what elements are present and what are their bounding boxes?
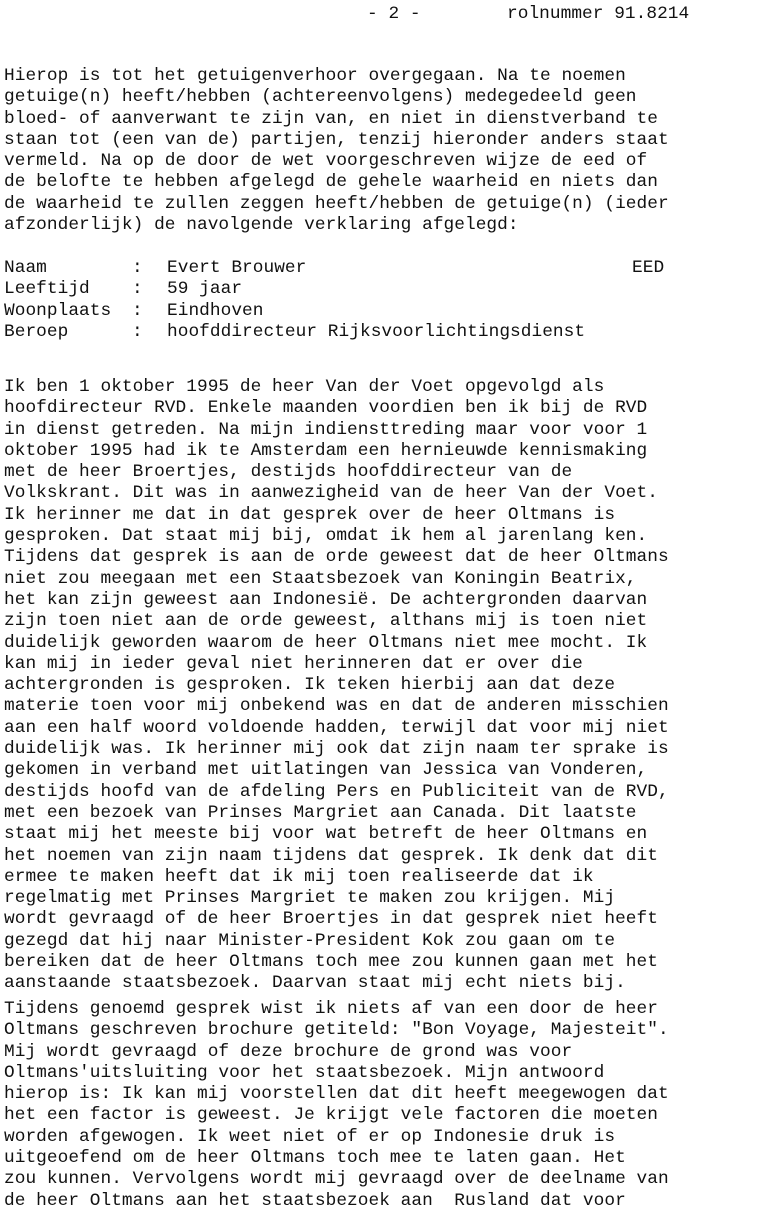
statement-line: zijn toen niet aan de orde geweest, althans mij is toen niet — [4, 611, 648, 632]
statement-line: worden afgewogen. Ik weet niet of er op Indonesie druk is — [4, 1126, 616, 1147]
statement-paragraph-1 — [4, 377, 784, 995]
profession-label: Beroep — [4, 321, 69, 342]
statement-line: het kan zijn geweest aan Indonesië. De achtergronden daarvan — [4, 589, 648, 610]
separator: : — [132, 279, 143, 300]
intro-paragraph — [4, 66, 784, 236]
statement-line: Tijdens dat gesprek is aan de orde geweest dat de heer Oltmans — [4, 547, 669, 568]
statement-line: gesproken. Dat staat mij bij, omdat ik hem al jarenlang ken. — [4, 526, 648, 547]
statement-line: destijds hoofd van de afdeling Pers en Publiciteit van de RVD, — [4, 781, 669, 802]
statement-line: oktober 1995 had ik te Amsterdam een hernieuwde kennismaking — [4, 440, 648, 461]
page-number: - 2 - — [367, 4, 421, 24]
intro-line: Hierop is tot het getuigenverhoor overgegaan. Na te noemen — [4, 66, 626, 86]
witness-details — [4, 258, 784, 343]
intro-line: getuige(n) heeft/hebben (achtereenvolgens) medegedeeld geen — [4, 87, 637, 108]
intro-line: staan tot (een van de) partijen, tenzij hieronder anders staat — [4, 129, 669, 150]
statement-line: met een bezoek van Prinses Margriet aan Canada. Dit laatste — [4, 802, 637, 823]
statement-line: ermee te maken heeft dat ik mij toen realiseerde dat ik — [4, 866, 594, 887]
statement-line: Volkskrant. Dit was in aanwezigheid van de heer Van der Voet. — [4, 483, 658, 504]
statement-line: materie toen voor mij onbekend was en dat de anderen misschien — [4, 696, 669, 717]
witness-age: 59 jaar — [167, 279, 243, 300]
statement-line: in dienst getreden. Na mijn indiensttreding maar voor voor 1 — [4, 419, 648, 440]
statement-line: duidelijk was. Ik herinner mij ook dat zijn naam ter sprake is — [4, 739, 669, 760]
page-header — [0, 4, 784, 26]
statement-line: gekomen in verband met uitlatingen van Jessica van Vonderen, — [4, 760, 648, 781]
statement-line: Oltmans'uitsluiting voor het staatsbezoek. Mijn antwoord — [4, 1062, 605, 1083]
statement-paragraph-2 — [4, 999, 784, 1212]
statement-line: wordt gevraagd of de heer Broertjes in dat gesprek niet heeft — [4, 909, 658, 930]
statement-line: gezegd dat hij naar Minister-President Kok zou gaan om te — [4, 930, 616, 951]
statement-line: Mij wordt gevraagd of deze brochure de grond was voor — [4, 1041, 573, 1062]
statement-line: hoofdirecteur RVD. Enkele maanden voordien ben ik bij de RVD — [4, 398, 648, 419]
statement-line: het een factor is geweest. Je krijgt vele factoren die moeten — [4, 1105, 658, 1126]
separator: : — [132, 258, 143, 278]
name-label: Naam — [4, 258, 47, 278]
residence-label: Woonplaats — [4, 300, 112, 321]
witness-residence: Eindhoven — [167, 300, 264, 321]
statement-line: niet zou meegaan met een Staatsbezoek van Koningin Beatrix, — [4, 568, 637, 589]
separator: : — [132, 300, 143, 321]
statement-line: zou kunnen. Vervolgens wordt mij gevraagd over de deelname van — [4, 1169, 669, 1190]
statement-line: kan mij in ieder geval niet herinneren dat er over die — [4, 653, 583, 674]
statement-line: het noemen van zijn naam tijdens dat gesprek. Ik denk dat dit — [4, 845, 658, 866]
statement-line: aan een half woord voldoende hadden, terwijl dat voor mij niet — [4, 717, 669, 738]
statement-line: hierop is: Ik kan mij voorstellen dat dit heeft meegewogen dat — [4, 1084, 669, 1105]
statement-line: Oltmans geschreven brochure getiteld: "Bon Voyage, Majesteit". — [4, 1020, 669, 1041]
age-label: Leeftijd — [4, 279, 90, 300]
statement-line: uitgeoefend om de heer Oltmans toch mee te laten gaan. Het — [4, 1148, 626, 1169]
witness-profession: hoofddirecteur Rijksvoorlichtingsdienst — [167, 321, 586, 342]
statement-line: met de heer Broertjes, destijds hoofddirecteur van de — [4, 462, 573, 483]
statement-line: Ik ben 1 oktober 1995 de heer Van der Voet opgevolgd als — [4, 377, 605, 397]
statement-line: regelmatig met Prinses Margriet te maken zou krijgen. Mij — [4, 888, 616, 909]
statement-line: staat mij het meeste bij voor wat betreft de heer Oltmans en — [4, 824, 648, 845]
statement-line: Tijdens genoemd gesprek wist ik niets af van een door de heer — [4, 999, 658, 1019]
statement-line: achtergronden is gesproken. Ik teken hierbij aan dat deze — [4, 675, 616, 696]
separator: : — [132, 321, 143, 342]
intro-line: afzonderlijk) de navolgende verklaring afgelegd: — [4, 215, 519, 236]
intro-line: bloed- of aanverwant te zijn van, en niet in dienstverband te — [4, 108, 658, 129]
intro-line: de waarheid te zullen zeggen heeft/hebben de getuige(n) (ieder — [4, 193, 669, 214]
witness-profession-row — [4, 322, 784, 343]
statement-line: bereiken dat de heer Oltmans toch mee zou kunnen gaan met het — [4, 952, 658, 973]
witness-age-row — [4, 279, 784, 300]
witness-name-row — [4, 258, 784, 279]
statement-line: de heer Oltmans aan het staatsbezoek aan Rusland dat voor — [4, 1190, 626, 1211]
roll-number: rolnummer 91.8214 — [507, 4, 690, 24]
oath-type: EED — [632, 258, 665, 278]
witness-name: Evert Brouwer — [167, 258, 307, 278]
witness-residence-row — [4, 301, 784, 322]
statement-line: Ik herinner me dat in dat gesprek over de heer Oltmans is — [4, 504, 616, 525]
statement-line: duidelijk geworden waarom de heer Oltmans niet mee mocht. Ik — [4, 632, 648, 653]
intro-line: vermeld. Na op de door de wet voorgeschreven wijze de eed of — [4, 151, 648, 172]
statement-line: aanstaande staatsbezoek. Daarvan staat mij echt niets bij. — [4, 973, 626, 994]
intro-line: de belofte te hebben afgelegd de gehele waarheid en niets dan — [4, 172, 658, 193]
